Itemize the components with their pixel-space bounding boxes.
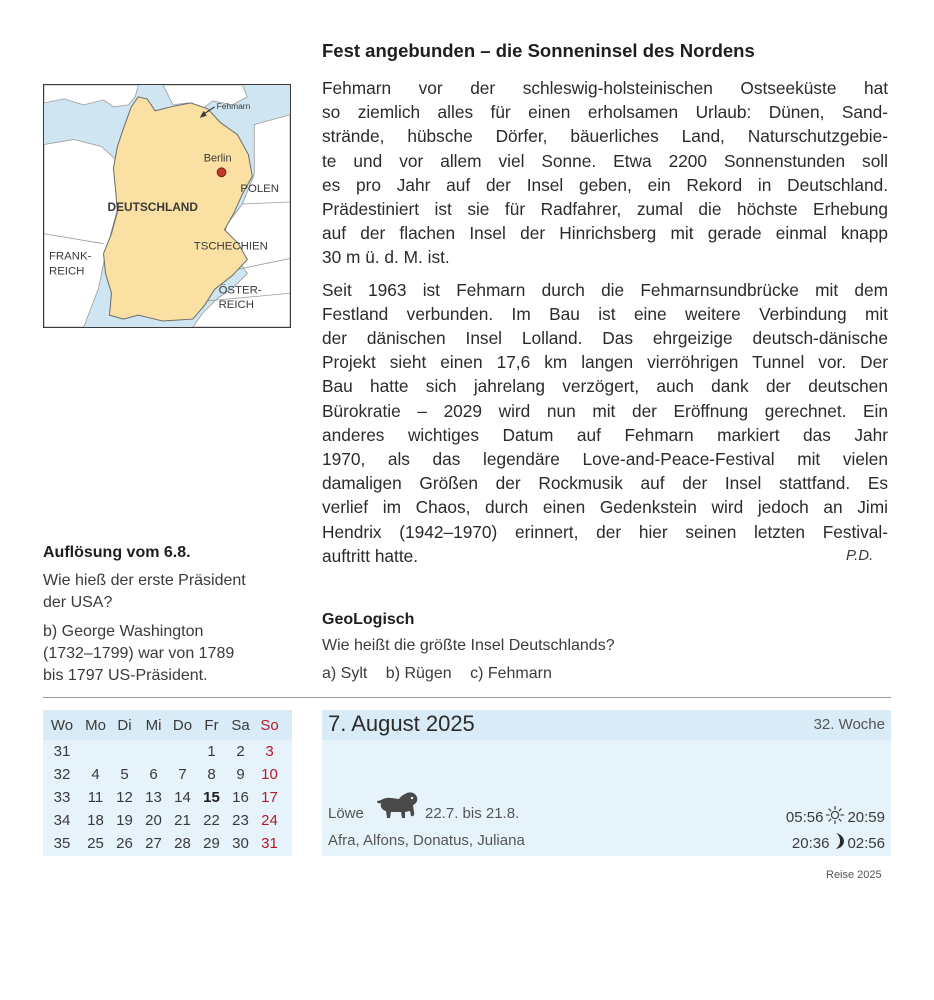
quiz-options	[322, 665, 566, 683]
article-line: auf der flachen Insel der Hinrichsberg mit gerade einmal knapp	[322, 223, 888, 244]
calendar-header-row	[43, 710, 292, 740]
solution-answer	[43, 621, 293, 687]
calendar-day: 25	[87, 835, 104, 852]
solution-question-line: Wie hieß der erste Präsident	[43, 572, 246, 589]
zodiac-name: Löwe	[328, 805, 364, 822]
quiz-option-b: b) Rügen	[385, 665, 452, 682]
sunset-time: 20:59	[847, 808, 885, 826]
article-line: der dänischen Insel Lolland. Das ehrgeizige deutsch-dänische	[322, 328, 888, 349]
solution-title: Auflösung vom 6.8.	[43, 544, 191, 561]
month-calendar	[43, 710, 292, 856]
sun-times	[786, 805, 885, 829]
footer-label: Reise 2025	[826, 869, 882, 881]
calendar-day: 27	[145, 835, 162, 852]
article-line: strände, hübsche Dörfer, bäuerliches Land, Naturschutzgebie-	[322, 126, 888, 147]
calendar-day: 2	[236, 743, 245, 760]
calendar-day: 21	[174, 812, 191, 829]
calendar-header-day: Sa	[231, 716, 250, 734]
article-line: Prädestiniert ist sie für Radfahrer, zumal die höchste Erhebung	[322, 199, 888, 220]
calendar-week-number: 33	[53, 789, 71, 806]
article-line: es pro Jahr auf der Insel geben, ein Rekord in Deutschland.	[322, 174, 888, 195]
moonrise-time: 20:36	[791, 834, 830, 852]
solution-answer-line: b) George Washington	[43, 623, 204, 640]
section-divider	[43, 697, 891, 698]
article-line: 30 m ü. d. M. ist.	[322, 247, 450, 268]
berlin-marker	[217, 168, 226, 177]
solution-question	[43, 570, 293, 614]
calendar-day: 31	[261, 835, 278, 852]
author-signature: P.D.	[846, 547, 874, 564]
calendar-week-number: 32	[53, 766, 71, 783]
article-paragraph-1	[322, 76, 888, 270]
calendar-week-number: 35	[53, 835, 71, 852]
calendar-day: 20	[145, 812, 162, 829]
sunrise-time: 05:56	[785, 808, 824, 826]
calendar-header-day: Fr	[204, 716, 219, 734]
moonset-time: 02:56	[847, 834, 885, 852]
neighbor-land-north	[44, 85, 138, 107]
article-line: Projekt sieht einen 17,6 km langen vierröhrigen Tunnel vor. Der	[322, 352, 888, 373]
germany-map	[43, 84, 291, 328]
sun-icon	[825, 805, 845, 829]
article-line: auftritt hatte.	[322, 545, 419, 566]
article-line: damaligen Größen der Rockmusik auf der Insel stattfand. Es	[322, 473, 888, 494]
calendar-header-week: Wo	[50, 716, 74, 734]
calendar-week-row	[43, 809, 292, 832]
quiz-option-a: a) Sylt	[322, 665, 368, 682]
calendar-header-day: So	[260, 716, 279, 734]
calendar-day: 26	[116, 835, 133, 852]
week-number: 32. Woche	[813, 716, 885, 733]
map-label-austria-2: REICH	[218, 299, 255, 312]
calendar-day: 9	[236, 766, 245, 783]
article-line: Bau hatte sich jahrelang verzögert, auch dank der deutschen	[322, 376, 888, 397]
calendar-day: 22	[203, 812, 220, 829]
calendar-day: 5	[120, 766, 129, 783]
calendar-week-row	[43, 763, 292, 786]
quiz-title: GeoLogisch	[322, 611, 415, 628]
article-line: Bürokratie – 2029 wird nun mit der Eröffnung gerechnet. Ein	[322, 400, 888, 421]
map-label-austria-1: ÖSTER-	[218, 284, 262, 297]
calendar-day: 8	[207, 766, 216, 783]
calendar-day: 4	[91, 766, 100, 783]
map-label-france-1: FRANK-	[48, 250, 92, 263]
neighbor-land-west	[44, 140, 121, 327]
article-line: anderes wichtiges Datum auf Fehmarn markiert das Jahr	[322, 424, 888, 445]
article-line: Fehmarn vor der schleswig-holsteinischen Ostseeküste hat	[322, 78, 888, 98]
map-label-germany: DEUTSCHLAND	[107, 199, 198, 214]
calendar-header-day: Mi	[145, 716, 162, 734]
calendar-week-row	[43, 832, 292, 855]
lion-icon	[375, 790, 419, 827]
article-line: te und vor allem viel Sonne. Etwa 2200 Sonnenstunden soll	[322, 150, 888, 171]
map-label-berlin: Berlin	[203, 152, 232, 165]
name-days: Afra, Alfons, Donatus, Juliana	[328, 832, 525, 849]
calendar-day: 19	[116, 812, 133, 829]
calendar-day: 13	[145, 789, 162, 806]
solution-answer-line: (1732–1799) war von 1789	[43, 645, 235, 662]
calendar-day: 15	[203, 789, 220, 806]
calendar-day: 16	[232, 789, 249, 806]
quiz-question: Wie heißt die größte Insel Deutschlands?	[322, 637, 615, 654]
zodiac-date-range: 22.7. bis 21.8.	[425, 805, 520, 822]
calendar-day: 24	[261, 812, 278, 829]
solution-question-line: der USA?	[43, 594, 113, 611]
calendar-day: 17	[261, 789, 278, 806]
day-panel	[322, 710, 891, 856]
calendar-day: 18	[87, 812, 104, 829]
day-header	[322, 710, 891, 740]
moon-times	[792, 832, 885, 854]
article-body	[322, 76, 888, 576]
calendar-day: 3	[265, 743, 274, 760]
calendar-header-day: Di	[117, 716, 132, 734]
calendar-day: 23	[232, 812, 249, 829]
calendar-day: 7	[178, 766, 187, 783]
calendar-header-day: Do	[172, 716, 193, 734]
calendar-day: 14	[174, 789, 191, 806]
quiz-option-c: c) Fehmarn	[470, 665, 552, 682]
calendar-header-day: Mo	[85, 716, 106, 734]
article-line: Hendrix (1942–1970) erinnert, der hier seinen letzten Festival-	[322, 521, 888, 542]
calendar-day: 30	[232, 835, 249, 852]
article-title: Fest angebunden – die Sonneninsel des Nordens	[322, 40, 755, 61]
germany-map-svg	[44, 85, 290, 327]
map-label-poland: POLEN	[240, 183, 280, 196]
calendar-day: 29	[203, 835, 220, 852]
calendar-week-row	[43, 786, 292, 809]
article-line: so ziemlich alles für einen erholsamen Urlaub: Dünen, Sand-	[322, 102, 888, 123]
article-line: Festland verbunden. Im Bau ist eine weitere Verbindung mit	[322, 303, 888, 324]
map-label-france-2: REICH	[48, 265, 85, 278]
calendar-day: 12	[116, 789, 133, 806]
calendar-week-number: 34	[53, 812, 71, 829]
map-label-czech: TSCHECHIEN	[193, 240, 268, 253]
map-label-fehmarn: Fehmarn	[216, 100, 251, 111]
day-date: 7. August 2025	[328, 711, 475, 736]
calendar-day: 28	[174, 835, 191, 852]
calendar-day: 1	[207, 743, 216, 760]
calendar-body	[43, 740, 292, 855]
calendar-day: 11	[87, 789, 104, 806]
calendar-week-number: 31	[53, 743, 71, 760]
article-line: Seit 1963 ist Fehmarn durch die Fehmarnsundbrücke mit dem	[322, 279, 888, 300]
moon-icon	[831, 832, 845, 854]
article-paragraph-2	[322, 278, 888, 568]
solution-answer-line: bis 1797 US-Präsident.	[43, 667, 208, 684]
calendar-week-row	[43, 740, 292, 763]
calendar-day: 6	[149, 766, 158, 783]
article-line: 1970, als das legendäre Love-and-Peace-Festival mit vielen	[322, 449, 888, 470]
article-line: verlief im Chaos, durch einen Gedenkstein wird jedoch an Jimi	[322, 497, 888, 518]
calendar-day: 10	[261, 766, 278, 783]
